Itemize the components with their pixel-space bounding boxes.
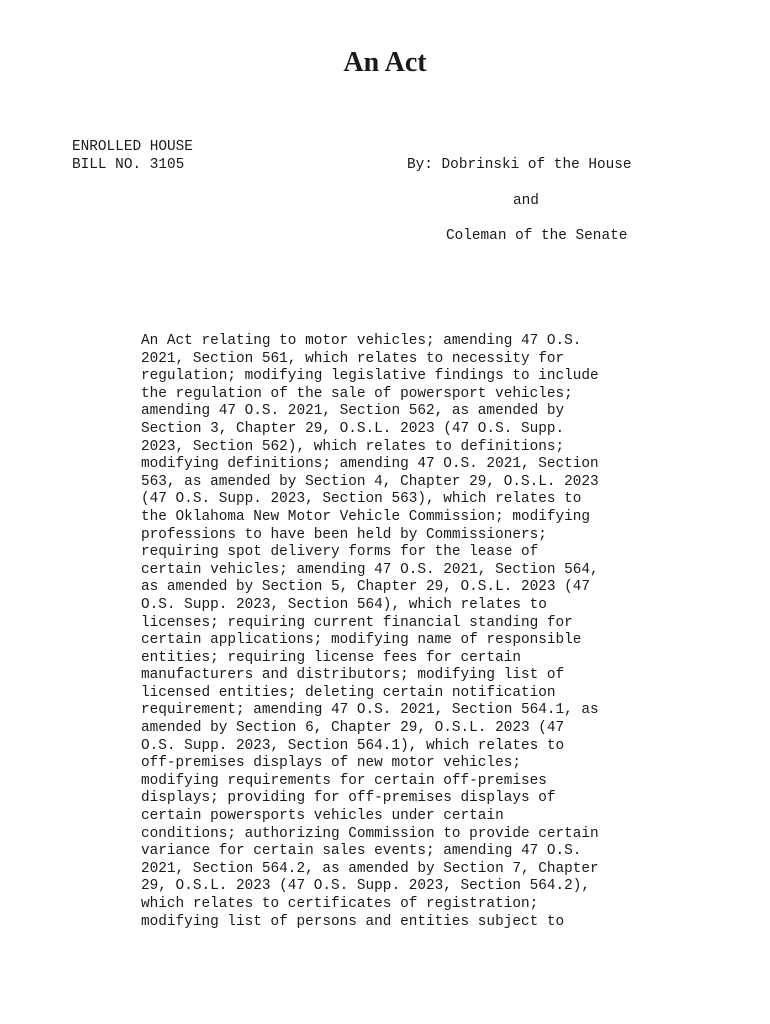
summary-line: Section 3, Chapter 29, O.S.L. 2023 (47 O.S. Supp. [141, 420, 565, 437]
summary-line: 2023, Section 562), which relates to definitions; [141, 438, 565, 455]
summary-line: which relates to certificates of registration; [141, 896, 539, 912]
summary-line: O.S. Supp. 2023, Section 564.1), which relates to [141, 737, 565, 754]
summary-line: regulation; modifying legislative findings to include [141, 368, 599, 385]
summary-line: variance for certain sales events; amending 47 O.S. [141, 843, 582, 860]
bill-line-number: BILL NO. 3105 [72, 156, 185, 173]
summary-line: 2021, Section 561, which relates to necessity for [141, 350, 565, 367]
sponsor-conjunction: and [513, 193, 539, 209]
summary-line: the Oklahoma New Motor Vehicle Commission; modifying [141, 508, 591, 525]
summary-line: requirement; amending 47 O.S. 2021, Section 564.1, as [141, 702, 599, 719]
summary-line: amending 47 O.S. 2021, Section 562, as amended by [141, 403, 565, 420]
act-summary [141, 333, 599, 931]
summary-line: as amended by Section 5, Chapter 29, O.S.L. 2023 (47 [141, 579, 591, 596]
summary-line: professions to have been held by Commissioners; [141, 526, 547, 543]
summary-line: 29, O.S.L. 2023 (47 O.S. Supp. 2023, Section 564.2), [141, 878, 591, 895]
summary-line: An Act relating to motor vehicles; amending 47 O.S. [141, 333, 582, 349]
summary-line: modifying definitions; amending 47 O.S. 2021, Section [141, 456, 599, 473]
summary-line: conditions; authorizing Commission to provide certain [141, 825, 599, 842]
summary-line: displays; providing for off-premises displays of [141, 790, 556, 807]
summary-line: entities; requiring license fees for certain [141, 649, 521, 666]
summary-line: requiring spot delivery forms for the lease of [141, 544, 539, 561]
summary-line: (47 O.S. Supp. 2023, Section 563), which relates to [141, 491, 582, 508]
sponsor-senate: Coleman of the Senate [446, 228, 628, 244]
summary-line: certain vehicles; amending 47 O.S. 2021, Section 564, [141, 561, 599, 578]
summary-line: modifying list of persons and entities subject to [141, 913, 565, 930]
summary-line: off-premises displays of new motor vehicles; [141, 755, 521, 772]
sponsor-house: By: Dobrinski of the House [407, 157, 632, 173]
summary-line: licensed entities; deleting certain notification [141, 684, 556, 701]
bill-line-enrolled: ENROLLED HOUSE [72, 139, 193, 155]
summary-line: amended by Section 6, Chapter 29, O.S.L. 2023 (47 [141, 720, 565, 737]
summary-line: modifying requirements for certain off-premises [141, 772, 547, 789]
summary-line: certain applications; modifying name of responsible [141, 632, 582, 649]
summary-line: O.S. Supp. 2023, Section 564), which relates to [141, 596, 547, 613]
summary-line: 563, as amended by Section 4, Chapter 29, O.S.L. 2023 [141, 473, 599, 490]
summary-line: licenses; requiring current financial standing for [141, 614, 573, 631]
summary-line: the regulation of the sale of powersport vehicles; [141, 385, 573, 402]
bill-identifier [72, 139, 193, 174]
summary-line: 2021, Section 564.2, as amended by Section 7, Chapter [141, 860, 599, 877]
summary-line: manufacturers and distributors; modifying list of [141, 667, 565, 684]
document-title: An Act [343, 47, 427, 78]
summary-line: certain powersports vehicles under certain [141, 808, 504, 825]
